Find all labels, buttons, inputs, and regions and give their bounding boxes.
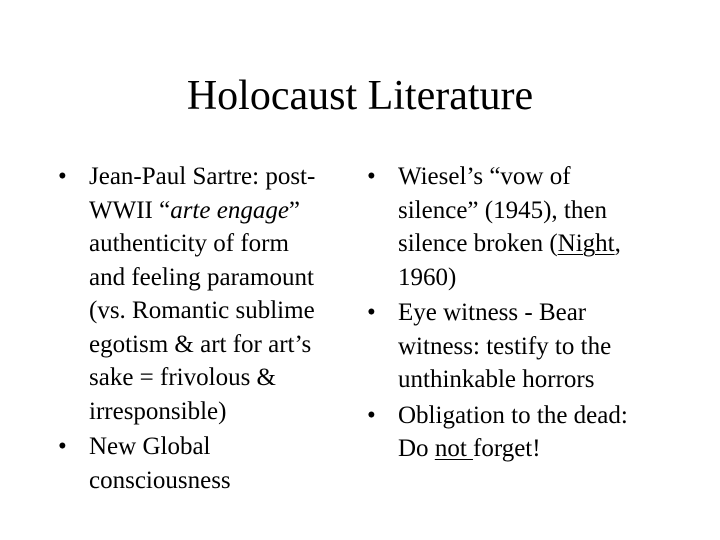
text-line: Wiesel’s “vow of	[398, 163, 571, 190]
text-line: New Global	[89, 433, 211, 460]
bullet-obligation	[367, 399, 667, 466]
bullet-dot: •	[58, 163, 67, 190]
text-line: (vs. Romantic sublime	[89, 297, 315, 324]
bullet-witness	[367, 296, 667, 397]
right-column	[367, 160, 667, 468]
text-line: Obligation to the dead:	[398, 401, 628, 429]
text-fragment: Do	[398, 435, 435, 462]
text-line: consciousness	[89, 466, 231, 494]
left-column	[58, 160, 350, 499]
underlined-title: Night	[557, 230, 615, 257]
text-line: Eye witness - Bear	[398, 299, 587, 326]
bullet-dot: •	[58, 433, 67, 460]
text-line	[398, 227, 667, 261]
text-line: sake = frivolous &	[89, 364, 276, 391]
italic-term: arte engage	[170, 196, 289, 224]
text-line	[398, 432, 667, 466]
text-line: Jean-Paul Sartre: post-	[89, 163, 316, 190]
text-line: unthinkable horrors	[398, 366, 595, 393]
text-fragment: ”	[288, 196, 301, 224]
text-line: witness: testify to the	[398, 332, 612, 360]
text-fragment: ,	[614, 230, 621, 257]
bullet-dot: •	[367, 299, 376, 326]
bullet-sartre	[58, 160, 350, 428]
bullet-wiesel	[367, 160, 667, 294]
text-line: egotism & art for art’s	[89, 330, 312, 358]
bullet-dot: •	[367, 163, 376, 190]
bullet-dot: •	[367, 401, 376, 429]
text-line: 1960)	[398, 263, 457, 291]
text-line: irresponsible)	[89, 397, 227, 425]
slide-title: Holocaust Literature	[186, 73, 534, 119]
text-fragment: forget!	[473, 435, 541, 462]
text-line: silence” (1945), then	[398, 196, 607, 224]
text-fragment: WWII “	[89, 196, 171, 224]
text-fragment: silence broken (	[398, 230, 558, 257]
text-line	[89, 194, 350, 228]
underlined-word: not	[434, 435, 474, 462]
bullet-global	[58, 430, 350, 497]
text-line: authenticity of form	[89, 230, 289, 257]
text-line: and feeling paramount	[89, 263, 314, 291]
